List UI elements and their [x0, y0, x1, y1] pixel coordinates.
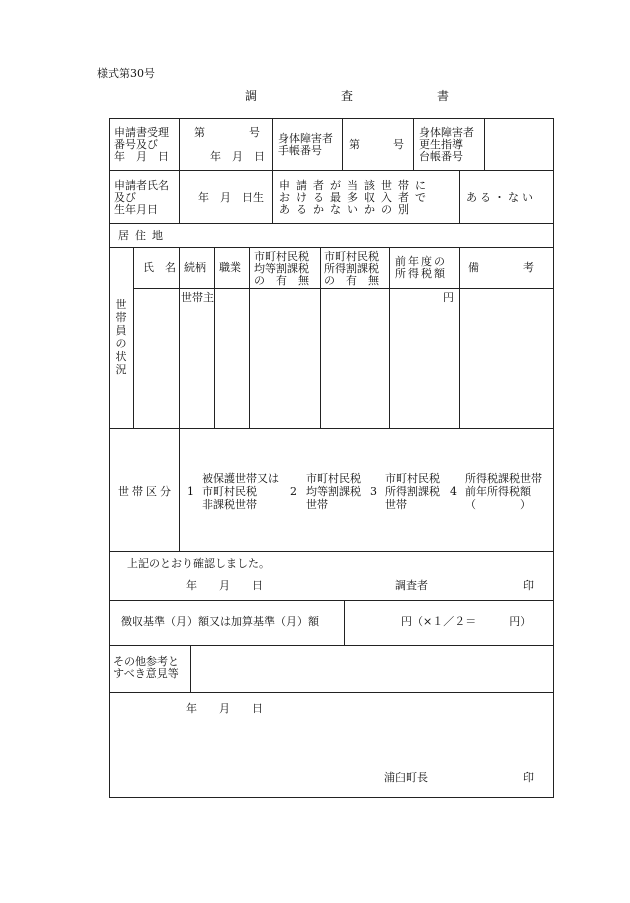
form-table: [109, 118, 554, 798]
header-equal-tax: 市町村民税 均等割課税 の 有 無: [254, 250, 309, 287]
mayor-date: 年 月 日: [186, 702, 263, 715]
top-earner-answer: ある・ない: [466, 191, 536, 204]
rule-category-end: [109, 551, 554, 552]
application-receipt-label: 申請書受理 番号及び 年 月 日: [114, 126, 169, 163]
v-r1-b: [272, 118, 273, 170]
v-m-f: [459, 247, 460, 428]
form-number: 様式第30号: [97, 67, 155, 80]
v-std: [344, 600, 345, 645]
applicant-name-label: 申請者氏名 及び 生年月日: [114, 179, 169, 216]
investigator-seal: 印: [523, 579, 534, 592]
header-relation: 続柄: [184, 261, 206, 274]
household-members-label: 世 帯 員 の 状 況: [115, 298, 127, 376]
v-r2-b: [272, 170, 273, 223]
ledger-number-label: 身体障害者 更生指導 台帳番号: [419, 126, 474, 163]
collection-standard-label: 徴収基準（月）額又は加算基準（月）額: [121, 615, 319, 628]
handbook-number-label: 身体障害者 手帳番号: [278, 132, 333, 157]
receipt-date: 年 月 日: [210, 150, 265, 163]
prev-tax-yen: 円: [443, 291, 454, 304]
confirmation-date: 年 月 日: [186, 579, 263, 592]
rule-member-header: [133, 288, 554, 289]
v-m-side: [133, 247, 134, 428]
category-3: 市町村民税 所得割課税 世帯: [385, 472, 440, 511]
applicant-birth: 年 月 日生: [198, 191, 264, 204]
document-title: 調 査 書: [245, 89, 450, 103]
address-label: 居住地: [118, 229, 169, 242]
category-2: 市町村民税 均等割課税 世帯: [306, 472, 361, 511]
v-m-e: [389, 247, 390, 428]
mayor-seal: 印: [523, 771, 534, 784]
rule-members-end: [109, 428, 554, 429]
category-3-num: 3: [370, 485, 377, 498]
category-1: 被保護世帯又は 市町村民税 非課税世帯: [202, 472, 279, 511]
confirmation-text: 上記のとおり確認しました。: [127, 557, 270, 570]
category-1-num: 1: [187, 485, 194, 498]
category-4-num: 4: [450, 485, 457, 498]
mayor-title: 浦臼町長: [384, 771, 428, 784]
header-remarks: 備 考: [468, 261, 534, 274]
receipt-number: 第 号: [194, 126, 260, 139]
rule-standard-end: [109, 645, 554, 646]
investigator-label: 調査者: [395, 579, 428, 592]
top-earner-question: 申請者が当該世帯に おける最多収入者で あるかないかの別: [279, 179, 432, 216]
v-m-a: [179, 247, 180, 551]
rule-other-end: [109, 692, 554, 693]
handbook-number-value: 第 号: [349, 138, 404, 151]
header-income-tax: 市町村民税 所得割課税 の 有 無: [324, 250, 379, 287]
v-r2-c: [459, 170, 460, 223]
header-job: 職業: [219, 261, 241, 274]
v-m-d: [320, 247, 321, 428]
v-other: [190, 645, 191, 692]
v-r1-a: [179, 118, 180, 170]
header-prev-year-tax: 前年度の 所得税額: [395, 255, 447, 280]
v-r1-e: [484, 118, 485, 170]
category-4: 所得税課税世帯 前年所得税額 （ ）: [465, 472, 542, 511]
rule-row2: [109, 223, 554, 224]
v-m-c: [249, 247, 250, 428]
rule-row1: [109, 170, 554, 171]
household-category-label: 世帯区分: [118, 485, 174, 498]
v-m-b: [214, 247, 215, 428]
v-r2-a: [179, 170, 180, 223]
rule-row3: [109, 247, 554, 248]
v-r1-d: [413, 118, 414, 170]
first-member-relation: 世帯主: [181, 291, 214, 304]
v-r1-c: [342, 118, 343, 170]
header-name: 氏 名: [143, 261, 176, 274]
collection-standard-value: 円（×１／２＝ 円）: [401, 615, 532, 628]
category-2-num: 2: [290, 485, 297, 498]
rule-confirm-end: [109, 600, 554, 601]
other-remarks-label: その他参考と すべき意見等: [113, 655, 179, 680]
